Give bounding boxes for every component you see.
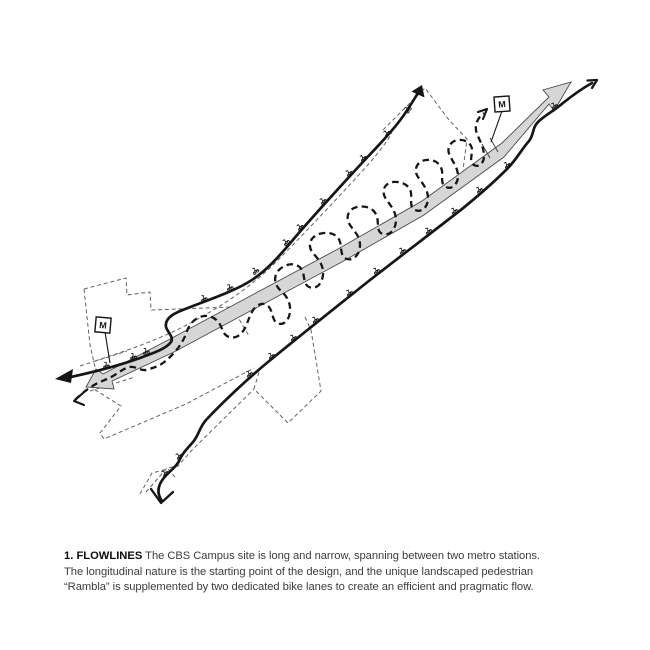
metro-flag-west (95, 317, 111, 363)
metro-flag-east (491, 96, 510, 142)
metro-flag-east-label: M (497, 99, 507, 110)
caption-line (64, 549, 580, 565)
caption-line: The longitudinal nature is the starting point of the design, and the unique landscaped pedestrian (64, 565, 534, 578)
metro-flag-east-pole (491, 111, 502, 142)
figure-caption (64, 549, 580, 596)
site-boundary-line (383, 88, 467, 170)
metro-flag-west-label: M (98, 319, 108, 331)
site-boundary-line (84, 289, 95, 367)
cyclist-icon (129, 352, 137, 360)
bike-lane-south (151, 80, 597, 503)
bike-lane-south-line (158, 83, 592, 501)
cyclist-icon (251, 266, 260, 275)
site-boundary-line (146, 389, 254, 492)
caption-text: The CBS Campus site is long and narrow, spanning between two metro stations. (145, 550, 540, 562)
site-boundary-line (254, 317, 321, 423)
caption-line: “Rambla” is supplemented by two dedicated bike lanes to create an efficient and pragmatic flow. (64, 581, 534, 594)
bike-lane-north-arrow-west (55, 369, 73, 383)
caption-title: 1. FLOWLINES (64, 550, 143, 562)
metro-flag-west-pole (105, 332, 110, 363)
bike-lane-south-arrow-south (151, 489, 173, 503)
rambla-band (86, 82, 571, 389)
cyclist-icon (102, 361, 110, 368)
